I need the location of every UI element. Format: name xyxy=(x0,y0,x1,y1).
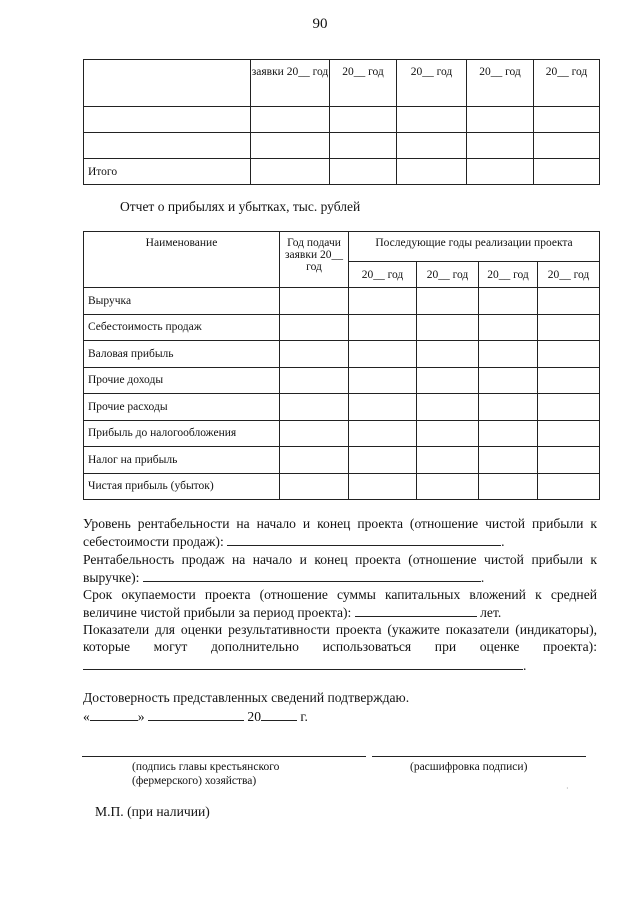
header-cell: 20__ год xyxy=(330,60,397,107)
year-field[interactable] xyxy=(261,707,297,721)
day-field[interactable] xyxy=(90,707,138,721)
input-cell[interactable] xyxy=(479,394,538,421)
input-cell[interactable] xyxy=(479,447,538,474)
row-label: Валовая прибыль xyxy=(84,341,280,368)
header-cell: заявки 20__ год xyxy=(251,60,330,107)
input-cell[interactable] xyxy=(349,447,417,474)
input-cell[interactable] xyxy=(280,288,349,315)
input-cell[interactable] xyxy=(349,288,417,315)
table-header-row xyxy=(84,60,600,107)
input-cell[interactable] xyxy=(417,314,479,341)
input-cell[interactable] xyxy=(538,367,600,394)
signature-line[interactable] xyxy=(82,756,366,757)
input-cell[interactable] xyxy=(467,107,534,133)
input-cell[interactable] xyxy=(280,367,349,394)
input-cell[interactable] xyxy=(349,314,417,341)
table-row xyxy=(84,107,600,133)
total-row xyxy=(84,159,600,185)
table-row xyxy=(84,341,600,368)
input-cell[interactable] xyxy=(397,107,467,133)
indicators-text: Показатели для оценки результативности проекта (укажите показатели (индикаторы), которые могут дополнительно использоваться при оценке проекта): xyxy=(83,622,597,655)
quote-close: » xyxy=(137,709,145,724)
input-cell[interactable] xyxy=(280,314,349,341)
input-cell[interactable] xyxy=(479,473,538,500)
profitability-paragraph xyxy=(83,515,597,551)
input-cell[interactable] xyxy=(467,159,534,185)
input-cell[interactable] xyxy=(417,288,479,315)
input-cell[interactable] xyxy=(417,420,479,447)
input-cell[interactable] xyxy=(280,420,349,447)
quote-open: « xyxy=(83,709,90,724)
investment-table xyxy=(83,59,600,185)
profitability-text: Уровень рентабельности на начало и конец проекта (отношение чистой прибыли к себестоимости продаж): xyxy=(83,516,597,550)
input-cell[interactable] xyxy=(479,341,538,368)
input-cell[interactable] xyxy=(349,394,417,421)
input-cell[interactable] xyxy=(349,341,417,368)
total-label: Итого xyxy=(84,159,251,185)
input-cell[interactable] xyxy=(479,367,538,394)
profit-loss-table xyxy=(83,231,600,500)
input-cell[interactable] xyxy=(534,133,600,159)
header-cell: 20__ год xyxy=(397,60,467,107)
table-header-row xyxy=(84,232,600,262)
table-caption: Отчет о прибылях и убытках, тыс. рублей xyxy=(120,199,361,214)
month-field[interactable] xyxy=(148,707,244,721)
row-label: Прибыль до налогообложения xyxy=(84,420,280,447)
input-cell[interactable] xyxy=(330,107,397,133)
input-cell[interactable] xyxy=(479,314,538,341)
input-cell[interactable] xyxy=(538,447,600,474)
table-row xyxy=(84,394,600,421)
header-following-years: Последующие годы реализации проекта xyxy=(349,232,600,262)
input-cell[interactable] xyxy=(397,159,467,185)
input-cell[interactable] xyxy=(397,133,467,159)
input-cell[interactable] xyxy=(479,420,538,447)
input-cell[interactable] xyxy=(280,394,349,421)
sales-profitability-text: Рентабельность продаж на начало и конец проекта (отношение чистой прибыли к выручке): xyxy=(83,552,597,586)
input-cell[interactable] xyxy=(534,107,600,133)
input-cell[interactable] xyxy=(349,367,417,394)
input-cell[interactable] xyxy=(251,107,330,133)
table-row xyxy=(84,288,600,315)
input-cell[interactable] xyxy=(479,288,538,315)
table-row xyxy=(84,133,600,159)
input-cell[interactable] xyxy=(84,133,251,159)
year-header: 20__ год xyxy=(417,262,479,288)
row-label: Выручка xyxy=(84,288,280,315)
payback-unit: лет. xyxy=(480,605,502,621)
input-cell[interactable] xyxy=(534,159,600,185)
row-label: Себестоимость продаж xyxy=(84,314,280,341)
input-cell[interactable] xyxy=(349,420,417,447)
confirmation-text: Достоверность представленных сведений подтверждаю. xyxy=(83,690,410,705)
payback-paragraph xyxy=(83,586,597,622)
row-label: Чистая прибыль (убыток) xyxy=(84,473,280,500)
date-line xyxy=(83,707,597,725)
input-cell[interactable] xyxy=(538,314,600,341)
table-row xyxy=(84,447,600,474)
input-cell[interactable] xyxy=(417,341,479,368)
input-cell[interactable] xyxy=(417,367,479,394)
page-number: 90 xyxy=(312,16,328,32)
input-cell[interactable] xyxy=(84,107,251,133)
input-cell[interactable] xyxy=(251,159,330,185)
input-cell[interactable] xyxy=(349,473,417,500)
row-label: Налог на прибыль xyxy=(84,447,280,474)
input-cell[interactable] xyxy=(467,133,534,159)
input-cell[interactable] xyxy=(538,420,600,447)
header-cell: 20__ год xyxy=(534,60,600,107)
stamp-note: М.П. (при наличии) xyxy=(95,804,210,819)
table-row xyxy=(84,473,600,500)
indicators-field[interactable] xyxy=(83,656,523,670)
input-cell[interactable] xyxy=(330,159,397,185)
input-cell[interactable] xyxy=(330,133,397,159)
row-label: Прочие расходы xyxy=(84,394,280,421)
header-application-year: Год подачи заявки 20__ год xyxy=(280,232,349,288)
signature-label: (подпись главы крестьянского (фермерского) хозяйства) xyxy=(132,761,280,787)
input-cell[interactable] xyxy=(251,133,330,159)
input-cell[interactable] xyxy=(538,341,600,368)
input-cell[interactable] xyxy=(538,473,600,500)
period: . xyxy=(480,570,485,586)
input-cell[interactable] xyxy=(280,341,349,368)
year-header: 20__ год xyxy=(538,262,600,288)
input-cell[interactable] xyxy=(280,473,349,500)
input-cell[interactable] xyxy=(538,394,600,421)
year-header: 20__ год xyxy=(349,262,417,288)
table-row xyxy=(84,420,600,447)
payback-text: Срок окупаемости проекта (отношение суммы капитальных вложений к средней величине чистой прибыли за период проекта): xyxy=(83,587,597,621)
sales-profitability-paragraph xyxy=(83,551,597,587)
input-cell[interactable] xyxy=(538,288,600,315)
signature-transcript-label: (расшифровка подписи) xyxy=(410,761,528,773)
input-cell[interactable] xyxy=(280,447,349,474)
header-name: Наименование xyxy=(84,232,280,288)
year-header: 20__ год xyxy=(479,262,538,288)
profitability-field[interactable] xyxy=(227,532,501,546)
row-label: Прочие доходы xyxy=(84,367,280,394)
indicators-paragraph xyxy=(83,621,597,674)
sales-profitability-field[interactable] xyxy=(143,568,481,582)
year-suffix: г. xyxy=(300,709,308,724)
input-cell[interactable] xyxy=(417,394,479,421)
scan-mark: · xyxy=(566,784,569,793)
table-row xyxy=(84,314,600,341)
period: . xyxy=(501,534,505,550)
header-cell xyxy=(84,60,251,107)
payback-field[interactable] xyxy=(355,603,477,617)
year-prefix: 20 xyxy=(247,709,261,724)
input-cell[interactable] xyxy=(417,447,479,474)
signature-transcript-line[interactable] xyxy=(372,756,586,757)
header-cell: 20__ год xyxy=(467,60,534,107)
table-row xyxy=(84,367,600,394)
input-cell[interactable] xyxy=(417,473,479,500)
period: . xyxy=(523,657,527,673)
